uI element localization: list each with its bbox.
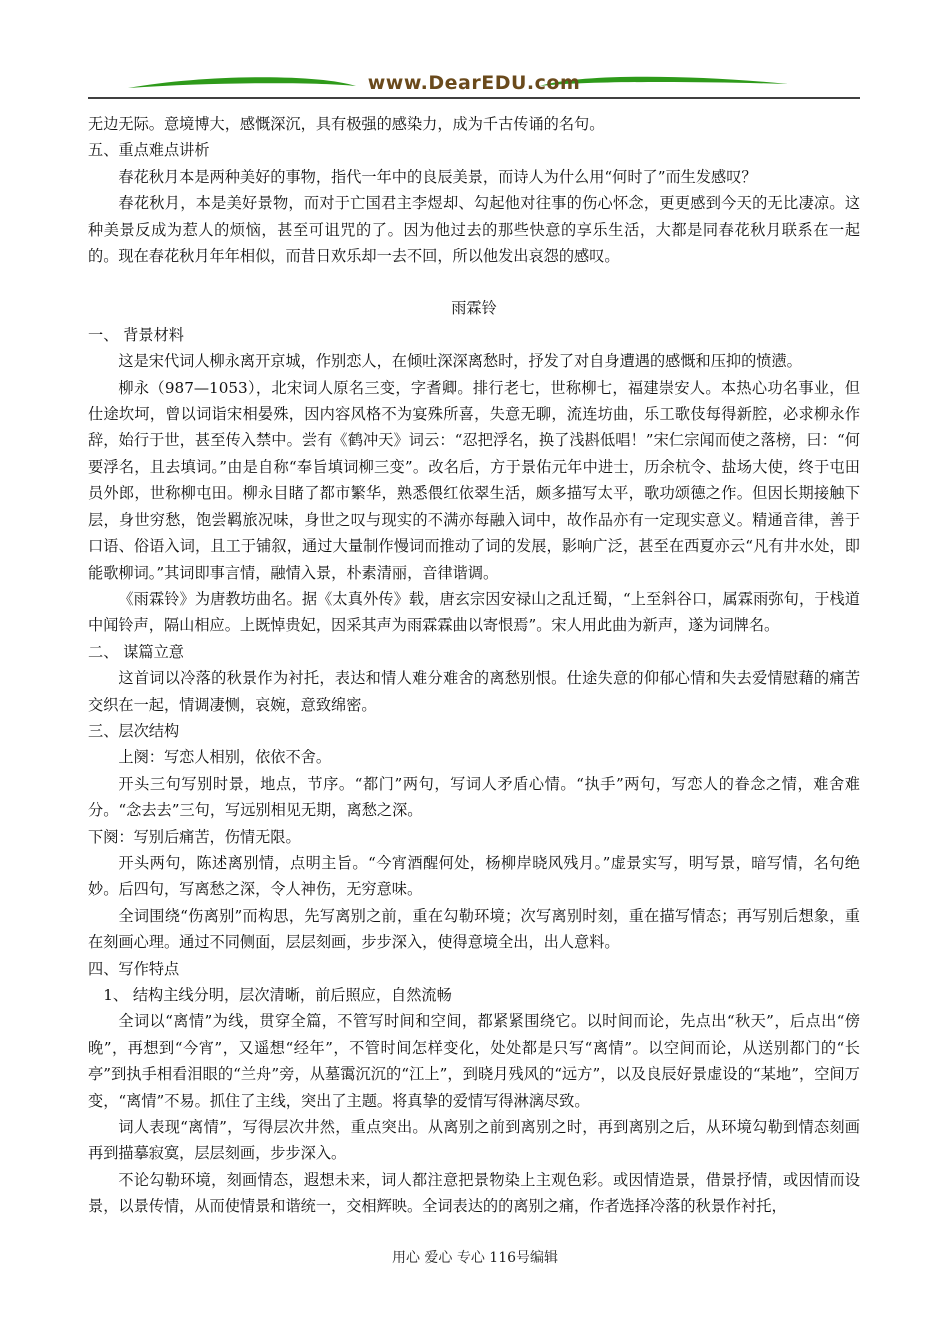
section-heading: 一、 背景材料 bbox=[88, 325, 184, 344]
paragraph: 春花秋月，本是美好景物，而对于亡国君主李煜却、勾起他对往事的伤心怀念，更更感到今天的无比凄凉。这种美景反成为惹人的烦恼，甚至可诅咒的了。因为他过去的那些快意的享乐生活，大都是同春花秋月联系在一起的。现在春花秋月年年相似，而昔日欢乐却一去不回，所以他发出哀怨的感叹。 bbox=[88, 194, 860, 266]
site-logo: www.DearEDU.com bbox=[367, 72, 581, 94]
paragraph: 下阕：写别后痛苦，伤情无限。 bbox=[88, 827, 301, 846]
paragraph: 全词以“离情”为线，贯穿全篇，不管写时间和空间，都紧紧围绕它。以时间而论，先点出“秋天”，后点出“傍晚”，再想到“今宵”，又遥想“经年”，不管时间怎样变化，处处都是只写“离情”。以空间而论，从送别都门的“长亭”到执手相看泪眼的“兰舟”旁，从墓霭沉沉的“江上”，到晓月残风的“远方”，以及良辰好景虚设的“某地”，空间万变，“离情”不易。抓住了主线，突出了主题。将真挚的爱情写得淋漓尽致。 bbox=[88, 1012, 860, 1110]
paragraph: 词人表现“离情”，写得层次井然，重点突出。从离别之前到离别之时，再到离别之后，从环境勾勒到情态刻画再到描摹寂寞，层层刻画，步步深入。 bbox=[88, 1118, 860, 1163]
paragraph: 柳永（987—1053），北宋词人原名三变，字耆卿。排行老七，世称柳七，福建崇安人。本热心功名事业，但仕途坎坷，曾以词诣宋相晏殊，因内容风格不为宴殊所喜，失意无聊，流连坊曲，乐工歌伎每得新腔，必求柳永作辞，始行于世，甚至传入禁中。尝有《鹤冲天》词云：“忍把浮名，换了浅斟低唱！”宋仁宗闻而使之落榜，曰：“何要浮名，且去填词。”由是自称“奉旨填词柳三变”。改名后，方于景佑元年中进士，历余杭令、盐场大使，终于屯田员外郎，世称柳屯田。柳永目睹了都市繁华，熟悉偎红依翠生活，颇多描写太平，歌功颂德之作。但因长期接触下层，身世穷愁，饱尝羁旅况味，身世之叹与现实的不满亦每融入词中，故作品亦有一定现实意义。精通音律，善于口语、俗语入词，且工于铺叙，通过大量制作慢词而推动了词的发展，影响广泛，甚至在西夏亦云“凡有井水处，即能歌柳词。”其词即事言情，融情入景，朴素清丽，音律谐调。 bbox=[88, 378, 860, 582]
section-heading: 五、重点难点讲析 bbox=[88, 141, 210, 160]
paragraph: 无边无际。意境博大，感慨深沉，具有极强的感染力，成为千古传诵的名句。 bbox=[88, 115, 605, 133]
paragraph: 开头三句写别时景，地点，节序。“都门”两句，写词人矛盾心情。“执手”两句，写恋人的眷念之情，难舍难分。“念去去”三句，写远别相见无期，离愁之深。 bbox=[88, 774, 860, 820]
paragraph: 不论勾勒环境，刻画情态，遐想未来，词人都注意把景物染上主观色彩。或因情造景，借景抒情，或因情而设景，以景传情，从而使情景和谐统一，交相辉映。全词表达的的离别之痛，作者选择冷落的秋景作衬托， bbox=[88, 1170, 860, 1216]
paragraph: 《雨霖铃》为唐教坊曲名。据《太真外传》载，唐玄宗因安禄山之乱迁蜀，“上至斜谷口，属霖雨弥旬，于栈道中闻铃声，隔山相应。上既悼贵妃，因采其声为雨霖霖曲以寄恨焉”。宋人用此曲为新声，遂为词牌名。 bbox=[88, 589, 860, 635]
sub-heading: 1、 结构主线分明，层次清晰，前后照应，自然流畅 bbox=[103, 986, 452, 1004]
paragraph: 这首词以冷落的秋景作为衬托，表达和情人难分难舍的离愁别恨。仕途失意的仰郁心情和失去爱情慰藉的痛苦交织在一起，情调凄恻，哀婉，意致绵密。 bbox=[88, 669, 860, 714]
paragraph: 开头两句，陈述离别情，点明主旨。“今宵酒醒何处，杨柳岸晓风残月。”虚景实写，明写景，暗写情，名句绝妙。后四句，写离愁之深，令人神伤，无穷意味。 bbox=[88, 853, 860, 899]
page-footer: 用心 爱心 专心 116号编辑 bbox=[391, 1250, 559, 1266]
poem-title: 雨霖铃 bbox=[451, 299, 497, 318]
header-banner bbox=[88, 68, 860, 102]
section-heading: 三、层次结构 bbox=[88, 721, 180, 740]
paragraph: 上阕：写恋人相别，依依不舍。 bbox=[118, 748, 332, 767]
document-body bbox=[88, 111, 860, 1220]
section-heading: 二、 谋篇立意 bbox=[88, 642, 184, 661]
section-heading: 四、写作特点 bbox=[88, 959, 180, 978]
paragraph: 春花秋月本是两种美好的事物，指代一年中的良辰美景，而诗人为什么用“何时了”而生发感叹？ bbox=[118, 167, 757, 186]
paragraph: 这是宋代词人柳永离开京城，作别恋人，在倾吐深深离愁时，抒发了对自身遭遇的感慨和压抑的愤懑。 bbox=[118, 352, 802, 371]
paragraph: 全词围绕“伤离别”而构思，先写离别之前，重在勾勒环境；次写离别时刻，重在描写情态；再写别后想象，重在刻画心理。通过不同侧面，层层刻画，步步深入，使得意境全出，出人意料。 bbox=[88, 906, 860, 952]
